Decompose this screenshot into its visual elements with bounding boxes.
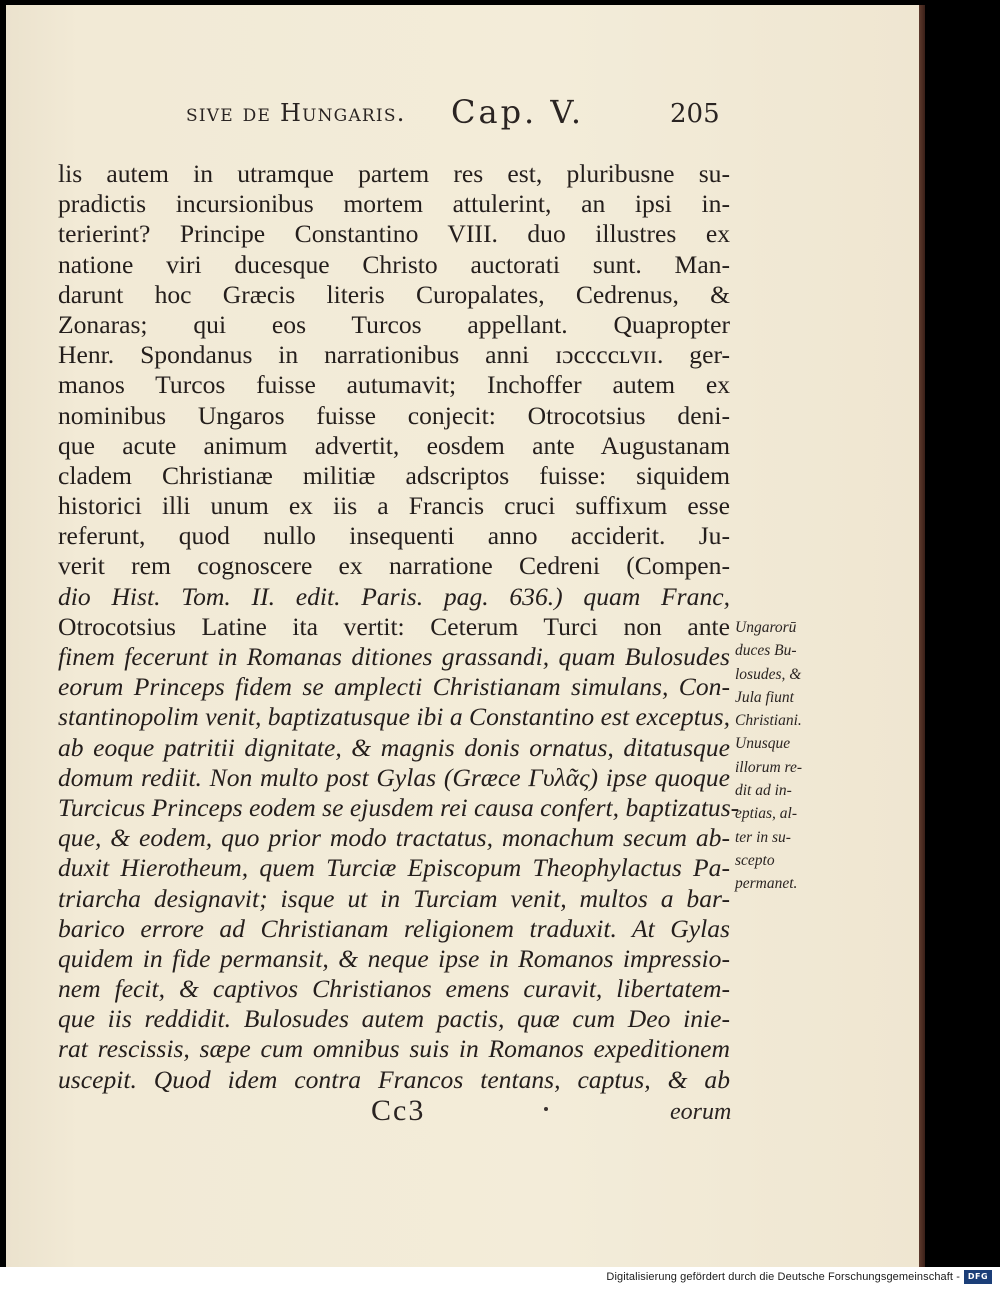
text-line: terierint? Principe Constantino VIII. duo illustres ex: [58, 219, 730, 249]
dfg-logo-icon: DFG: [964, 1270, 992, 1284]
text-line: Turcicus Princeps eodem se ejusdem rei causa confert, baptizatus-: [58, 792, 740, 822]
text-line: referunt, quod nullo insequenti anno acciderit. Ju-: [58, 521, 730, 551]
text-line: domum rediit. Non multo post Gylas (Græce Γυλᾶς) ipse quoque: [58, 762, 730, 792]
marginal-note-line: duces Bu-: [735, 642, 797, 660]
marginal-note-line: Unusque: [735, 735, 791, 753]
text-line: stantinopolim venit, baptizatusque ibi a Constantino est exceptus,: [58, 702, 730, 732]
marginal-note-line: scepto: [735, 851, 775, 869]
text-line: natione viri ducesque Christo auctorati sunt. Man-: [58, 249, 730, 279]
catchword: eorum: [670, 1099, 732, 1125]
text-line: verit rem cognoscere ex narratione Cedreni (Compen-: [58, 551, 730, 581]
text-line: que, & eodem, quo prior modo tractatus, monachum secum ab-: [58, 823, 730, 853]
text-line: nem fecit, & captivos Christianos emens curavit, libertatem-: [58, 974, 730, 1004]
marginal-note-line: dit ad in-: [735, 782, 792, 800]
running-head: [6, 93, 919, 139]
marginal-note-line: Jula fiunt: [735, 688, 794, 706]
text-line: eorum Princeps fidem se amplecti Christianam simulans, Con-: [58, 672, 730, 702]
text-line: ab eoque patritii dignitate, & magnis donis ornatus, ditatusque: [58, 732, 730, 762]
running-head-title: sive de Hungaris.: [186, 99, 406, 127]
text-line: quidem in fide permansit, & neque ipse in Romanos impressio-: [58, 943, 730, 973]
page-number: 205: [670, 99, 720, 129]
chapter-label: Cap. V.: [451, 93, 585, 131]
text-line: finem fecerunt in Romanas ditiones grassandi, quam Bulosudes: [58, 642, 730, 671]
text-line: triarcha designavit; isque ut in Turciam venit, multos a bar-: [58, 883, 730, 913]
text-line: lis autem in utramque partem res est, pluribusne su-: [58, 159, 730, 188]
marginal-note-line: ter in su-: [735, 828, 791, 846]
text-line: darunt hoc Græcis literis Curopalates, Cedrenus, &: [58, 279, 730, 309]
footer-credit: Digitalisierung gefördert durch die Deutsche Forschungsgemeinschaft -: [606, 1271, 960, 1283]
text-line: que iis reddidit. Bulosudes autem pactis, quæ cum Deo inie-: [58, 1004, 730, 1034]
text-line: Otrocotsius Latine ita vertit: Ceterum Turci non ante: [58, 611, 730, 641]
marginal-note-line: Christiani.: [735, 712, 802, 730]
text-line: nominibus Ungaros fuisse conjecit: Otrocotsius deni-: [58, 400, 730, 430]
book-edge: [919, 5, 925, 1267]
text-line: rat rescissis, sæpe cum omnibus suis in Romanos expeditionem: [58, 1034, 730, 1064]
ink-dot: [544, 1107, 548, 1111]
text-line: que acute animum advertit, eosdem ante Augustanam: [58, 430, 730, 460]
text-line: pradictis incursionibus mortem attulerint, an ipsi in-: [58, 189, 730, 219]
marginal-note-line: losudes, &: [735, 665, 802, 683]
text-line: barico errore ad Christianam religionem traduxit. At Gylas: [58, 913, 730, 943]
text-line: Zonaras; qui eos Turcos appellant. Quapropter: [58, 309, 730, 339]
text-line: duxit Hierotheum, quem Turciæ Episcopum Theophylactus Pa-: [58, 853, 730, 883]
text-line: historici illi unum ex iis a Francis cruci suffixum esse: [58, 491, 730, 521]
main-text-block: [58, 159, 740, 1095]
text-line: uscepit. Quod idem contra Francos tentans, captus, & ab: [58, 1064, 730, 1094]
marginal-note-line: Ungarorū: [735, 619, 797, 636]
text-line: dio Hist. Tom. II. edit. Paris. pag. 636.) quam Franc,: [58, 581, 730, 611]
text-line: cladem Christianæ militiæ adscriptos fuisse: siquidem: [58, 460, 730, 490]
text-line: manos Turcos fuisse autumavit; Inchoffer autem ex: [58, 370, 730, 400]
marginal-note-line: eptias, al-: [735, 805, 797, 823]
marginal-note: [735, 616, 835, 896]
digitization-footer: [0, 1267, 1000, 1289]
book-page: [6, 5, 919, 1267]
text-line: Henr. Spondanus in narrationibus anni ɪɔccccʟᴠɪɪ. ger-: [58, 340, 730, 370]
marginal-note-line: permanet.: [735, 875, 798, 893]
signature-mark: Cc3: [371, 1094, 426, 1127]
marginal-note-line: illorum re-: [735, 758, 803, 776]
